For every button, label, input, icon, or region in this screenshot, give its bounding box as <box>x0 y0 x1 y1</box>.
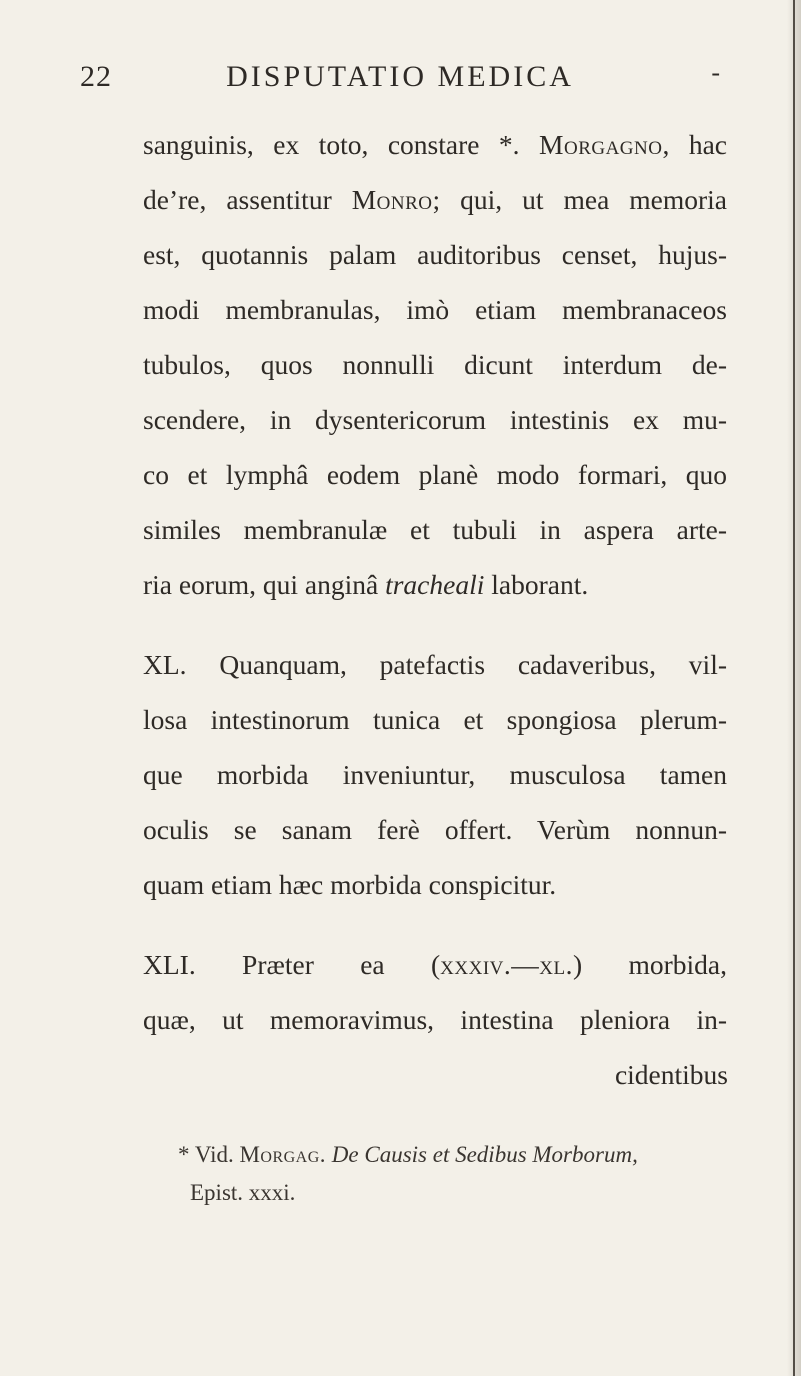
footnote-line: * Vid. Morgag. De Causis et Sedibus Morborum, <box>178 1142 638 1167</box>
text-line: tubulos, quos nonnulli dicunt interdum de- <box>143 349 727 380</box>
running-head: DISPUTATIO MEDICA <box>226 60 574 93</box>
text-line: de’re, assentitur Monro; qui, ut mea memoria <box>143 184 727 215</box>
text-line: oculis se sanam ferè offert. Verùm nonnun- <box>143 814 727 845</box>
text-line: modi membranulas, imò etiam membranaceos <box>143 294 727 325</box>
text-line: quam etiam hæc morbida conspicitur. <box>143 869 557 900</box>
section-xli-start: XLI. Præter ea (xxxiv.—xl.) morbida, <box>143 949 727 980</box>
italic-term: tracheali <box>385 569 485 600</box>
catchword: cidentibus <box>614 1059 728 1090</box>
section-xl-start: XL. Quanquam, patefactis cadaveribus, vil- <box>143 649 727 680</box>
text-line: est, quotannis palam auditoribus censet, hujus- <box>143 239 727 270</box>
text-line: quæ, ut memoravimus, intestina pleniora in- <box>143 1004 727 1035</box>
author-name: Monro <box>351 184 433 215</box>
text-line: sanguinis, ex toto, constare *. Morgagno, hac <box>143 129 727 160</box>
text-line: losa intestinorum tunica et spongiosa plerum- <box>143 704 727 735</box>
text-line: que morbida inveniuntur, musculosa tamen <box>143 759 727 790</box>
text-line: ria eorum, qui anginâ tracheali laborant. <box>143 569 589 600</box>
section-reference: xxxiv.—xl. <box>440 949 573 980</box>
page-header <box>80 60 720 104</box>
text-line: similes membranulæ et tubuli in aspera arte- <box>143 514 727 545</box>
author-name: Morgagno <box>539 129 663 160</box>
text-line: co et lymphâ eodem planè modo formari, quo <box>143 459 727 490</box>
page-number: 22 <box>80 60 112 93</box>
page-edge-line <box>793 0 795 1376</box>
header-mark: - <box>711 58 720 87</box>
footnote-line: Epist. xxxi. <box>190 1180 296 1205</box>
text-line: scendere, in dysentericorum intestinis ex mu- <box>143 404 727 435</box>
